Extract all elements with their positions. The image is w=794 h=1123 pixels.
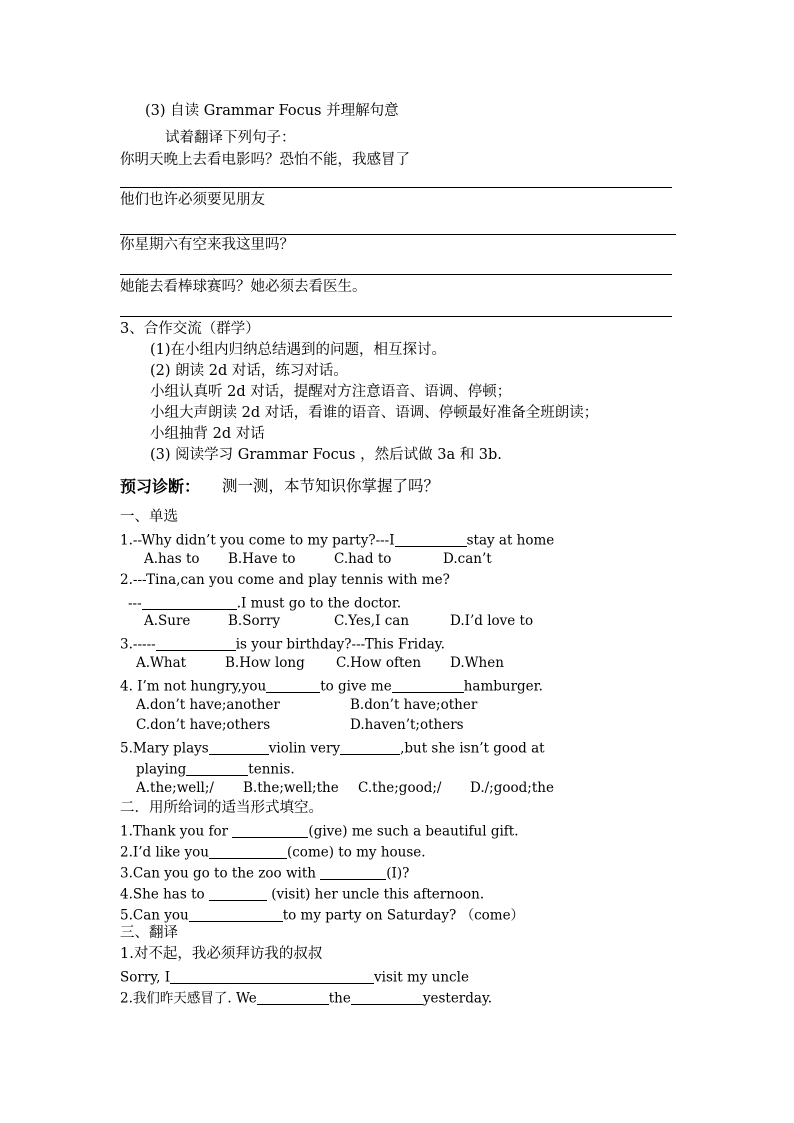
translate-blank-2[interactable]: [257, 990, 329, 1005]
sentence-1: 你明天晚上去看电影吗？恐怕不能，我感冒了: [120, 152, 410, 168]
mc-q3-blank[interactable]: [156, 636, 236, 651]
cooperate-line-1: (1)在小组内归纳总结遇到的问题，相互探讨。: [150, 342, 447, 358]
translate-heading: 三、翻译: [120, 925, 178, 941]
answer-line-1[interactable]: [120, 187, 672, 188]
diagnosis-title: 预习诊断：: [120, 477, 201, 496]
translate-q1-cn: 1.对不起，我必须拜访我的叔叔: [120, 946, 323, 962]
mc-q4-opt-b: B.don’t have;other: [350, 697, 478, 713]
mc-q3-opt-a: A.What: [136, 655, 187, 671]
fill-blank-1[interactable]: [232, 823, 308, 838]
mc-q4-opt-d: D.haven’t;others: [350, 717, 464, 733]
mc-q5-line1: 5.Mary plays violin very ,but she isn’t good at: [120, 740, 545, 757]
mc-q1-blank[interactable]: [395, 532, 467, 547]
mc-q5-line2: playing tennis.: [136, 761, 295, 778]
fill-item-5: 5.Can you to my party on Saturday? （come）: [120, 907, 525, 924]
answer-line-2[interactable]: [120, 234, 676, 235]
sentence-4: 她能去看棒球赛吗？她必须去看医生。: [120, 279, 367, 295]
mc-q5-opt-d: D./;good;the: [470, 780, 554, 796]
mc-q3-opt-b: B.How long: [225, 655, 305, 671]
mc-q5-blank-3[interactable]: [186, 761, 248, 776]
translate-blank-1[interactable]: [170, 969, 374, 984]
fill-item-1: 1.Thank you for (give) me such a beautiful gift.: [120, 823, 519, 840]
mc-q4-blank-1[interactable]: [266, 678, 320, 693]
fill-blank-2[interactable]: [209, 844, 287, 859]
translate-instruction: 试着翻译下列句子：: [165, 130, 296, 146]
cooperate-line-6: (3) 阅读学习 Grammar Focus ，然后试做 3a 和 3b.: [150, 447, 502, 463]
mc-q4-opt-a: A.don’t have;another: [136, 697, 280, 713]
sentence-3: 你星期六有空来我这里吗？: [120, 237, 294, 253]
mc-q1-opt-d: D.can’t: [443, 551, 492, 567]
fill-blank-5[interactable]: [189, 907, 283, 922]
mc-q5-blank-2[interactable]: [340, 740, 400, 755]
diagnosis-subtitle: 测一测，本节知识你掌握了吗？: [222, 477, 440, 495]
mc-q5-opt-b: B.the;well;the: [243, 780, 339, 796]
fill-heading: 二．用所给词的适当形式填空。: [120, 800, 323, 816]
mc-q4: 4. I’m not hungry,you to give me hamburger.: [120, 678, 543, 695]
mc-q2-opt-c: C.Yes,I can: [334, 613, 410, 629]
mc-q3: 3.----- is your birthday?---This Friday.: [120, 636, 445, 653]
translate-q1-en: Sorry, I visit my uncle: [120, 969, 469, 986]
mc-q2-opt-b: B.Sorry: [228, 613, 281, 629]
grammar-heading: (3) 自读 Grammar Focus 并理解句意: [145, 103, 399, 119]
answer-line-4[interactable]: [120, 316, 672, 317]
mc-q1: 1.--Why didn’t you come to my party?---I stay at home: [120, 532, 555, 549]
mc-q4-blank-2[interactable]: [392, 678, 464, 693]
mc-q2-blank[interactable]: [142, 595, 237, 610]
mc-q5-opt-c: C.the;good;/: [358, 780, 442, 796]
translate-blank-3[interactable]: [351, 990, 423, 1005]
mc-q2-line1: 2.---Tina,can you come and play tennis with me?: [120, 572, 450, 588]
cooperate-line-5: 小组抽背 2d 对话: [150, 426, 265, 442]
fill-item-3: 3.Can you go to the zoo with (I)?: [120, 865, 410, 882]
translate-q2: 2.我们昨天感冒了. We the yesterday.: [120, 990, 493, 1007]
mc-q1-opt-c: C.had to: [334, 551, 392, 567]
mc-q4-opt-c: C.don’t have;others: [136, 717, 271, 733]
mc-q1-opt-a: A.has to: [144, 551, 200, 567]
mc-q2-opt-d: D.I’d love to: [450, 613, 534, 629]
mc-heading: 一、单选: [120, 509, 178, 525]
mc-q5-opt-a: A.the;well;/: [136, 780, 214, 796]
cooperate-line-4: 小组大声朗读 2d 对话，看谁的语音、语调、停顿最好准备全班朗读；: [150, 405, 599, 421]
cooperate-heading: 3、合作交流（群学）: [120, 321, 260, 337]
mc-q5-blank-1[interactable]: [209, 740, 269, 755]
fill-item-2: 2.I’d like you (come) to my house.: [120, 844, 426, 861]
cooperate-line-3: 小组认真听 2d 对话，提醒对方注意语音、语调、停顿；: [150, 384, 512, 400]
mc-q1-opt-b: B.Have to: [228, 551, 296, 567]
mc-q2-opt-a: A.Sure: [144, 613, 191, 629]
cooperate-line-2: (2) 朗读 2d 对话，练习对话。: [150, 363, 348, 379]
fill-item-4: 4.She has to (visit) her uncle this afternoon.: [120, 886, 485, 903]
sentence-2: 他们也许必须要见朋友: [120, 192, 265, 208]
mc-q3-opt-c: C.How often: [336, 655, 422, 671]
mc-q2-line2: --- .I must go to the doctor.: [128, 595, 402, 612]
fill-blank-3[interactable]: [320, 865, 386, 880]
mc-q3-opt-d: D.When: [450, 655, 504, 671]
answer-line-3[interactable]: [120, 274, 672, 275]
fill-blank-4[interactable]: [209, 886, 267, 901]
